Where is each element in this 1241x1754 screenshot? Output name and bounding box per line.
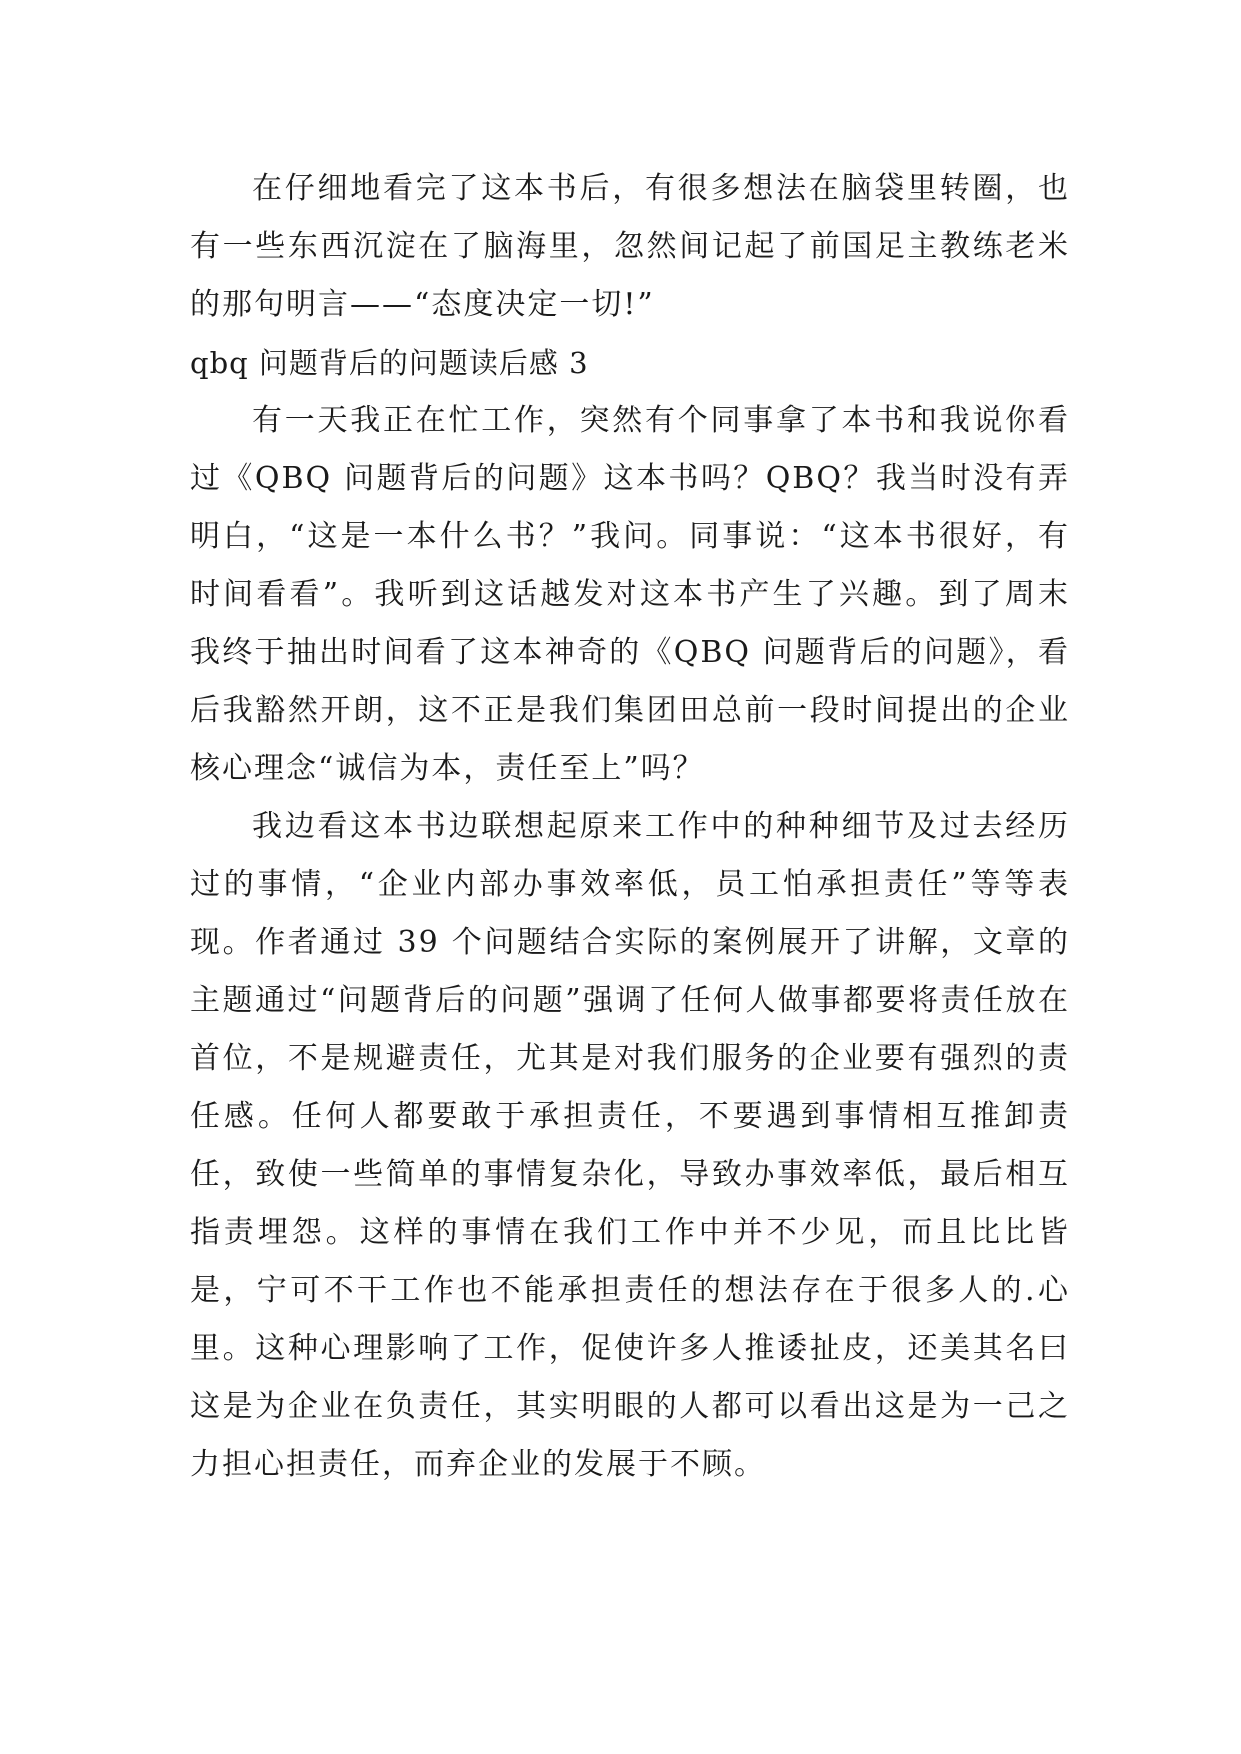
section-paragraph-2: 我边看这本书边联想起原来工作中的种种细节及过去经历过的事情，“企业内部办事效率低，员工怕承担责任”等等表现。作者通过 39 个问题结合实际的案例展开了讲解，文章的主题通过“问题背后的问题”强调了任何人做事都要将责任放在首位，不是规避责任，尤其是对我们服务的企业要有强烈的责任感。任何人都要敢于承担责任，不要遇到事情相互推卸责任，致使一些简单的事情复杂化，导致办事效率低，最后相互指责埋怨。这样的事情在我们工作中并不少见，而且比比皆是，宁可不干工作也不能承担责任的想法存在于很多人的.心里。这种心理影响了工作，促使许多人推诿扯皮，还美其名曰这是为企业在负责任，其实明眼的人都可以看出这是为一己之力担心担责任，而弃企业的发展于不顾。 [190,809,1070,1482]
document-body [190,160,1070,1494]
intro-paragraph: 在仔细地看完了这本书后，有很多想法在脑袋里转圈，也有一些东西沉淀在了脑海里，忽然间记起了前国足主教练老米的那句明言——“态度决定一切!” [190,171,1070,322]
section-heading: qbq 问题背后的问题读后感 3 [190,346,589,380]
section-paragraph-1: 有一天我正在忙工作，突然有个同事拿了本书和我说你看过《QBQ 问题背后的问题》这本书吗？QBQ？我当时没有弄明白，“这是一本什么书？”我问。同事说：“这本书很好，有时间看看”。我听到这话越发对这本书产生了兴趣。到了周末我终于抽出时间看了这本神奇的《QBQ 问题背后的问题》，看后我豁然开朗，这不正是我们集团田总前一段时间提出的企业核心理念“诚信为本，责任至上”吗？ [190,403,1070,786]
